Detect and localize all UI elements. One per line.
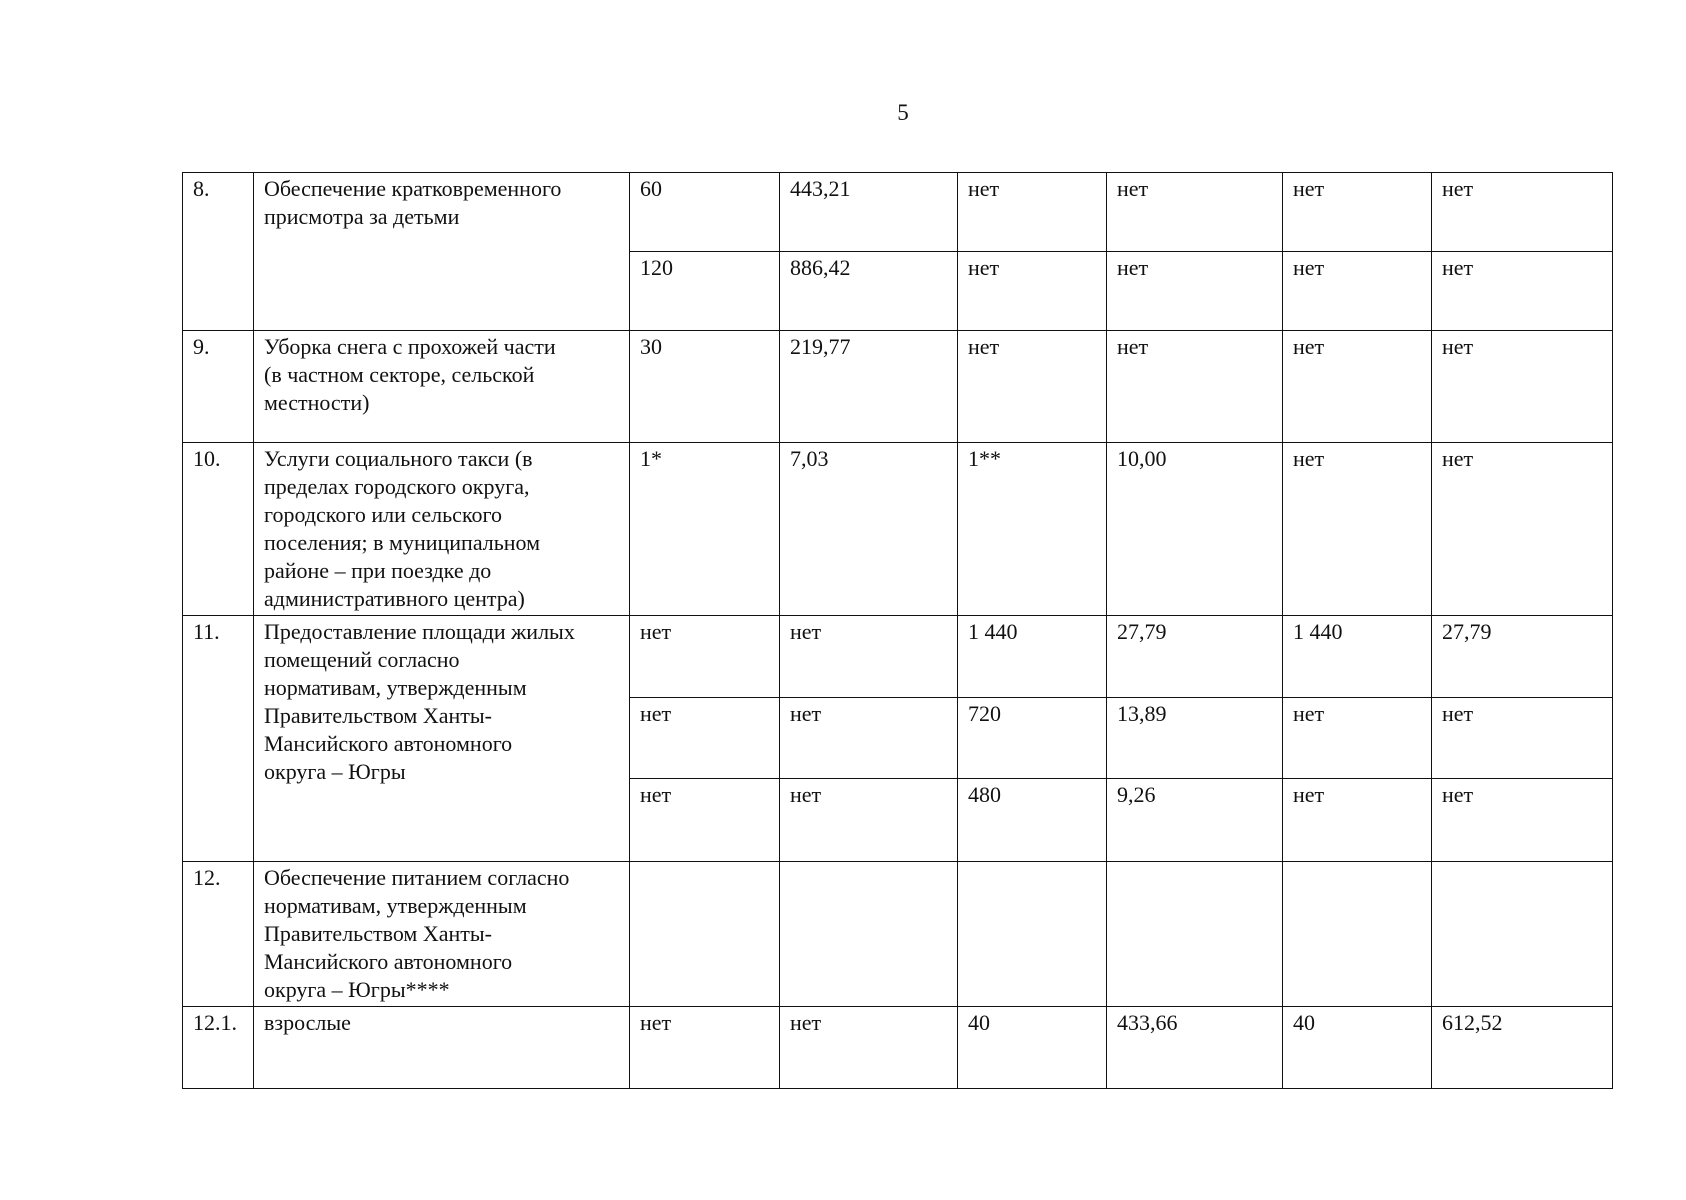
service-name: Обеспечение питанием согласно нормативам, утвержденным Правительством Ханты- Мансийского автономного округа – Югры**** [254,862,630,1007]
value-cell: 720 [958,698,1107,779]
value-cell: нет [1432,698,1613,779]
service-name: взрослые [254,1007,630,1089]
value-cell: нет [1107,331,1283,443]
value-cell: 433,66 [1107,1007,1283,1089]
value-cell: 480 [958,779,1107,862]
row-number: 11. [183,616,254,862]
service-name: Уборка снега с прохожей части (в частном секторе, сельской местности) [254,331,630,443]
value-cell: 40 [1283,1007,1432,1089]
value-cell: нет [1432,443,1613,616]
service-name: Обеспечение кратковременного присмотра за детьми [254,173,630,331]
value-cell: нет [630,698,780,779]
value-cell: 30 [630,331,780,443]
row-number: 12. [183,862,254,1007]
value-cell: 60 [630,173,780,252]
value-cell: нет [1283,443,1432,616]
value-cell: нет [1283,331,1432,443]
service-name: Услуги социального такси (в пределах городского округа, городского или сельского поселения; в муниципальном районе – при поездке до административного центра) [254,443,630,616]
value-cell: нет [1283,779,1432,862]
value-cell: нет [780,698,958,779]
value-cell: 886,42 [780,252,958,331]
value-cell: нет [1432,252,1613,331]
value-cell: 7,03 [780,443,958,616]
value-cell: 443,21 [780,173,958,252]
services-table [182,172,1613,1089]
value-cell: нет [1283,173,1432,252]
value-cell [1283,862,1432,1007]
value-cell: нет [1432,331,1613,443]
value-cell: 13,89 [1107,698,1283,779]
value-cell: нет [958,173,1107,252]
table-row [183,173,1613,252]
value-cell: нет [1283,252,1432,331]
value-cell: 219,77 [780,331,958,443]
value-cell: 612,52 [1432,1007,1613,1089]
table-row [183,1007,1613,1089]
value-cell: нет [630,1007,780,1089]
value-cell: нет [1432,779,1613,862]
row-number: 12.1. [183,1007,254,1089]
value-cell [780,862,958,1007]
value-cell [1432,862,1613,1007]
value-cell: нет [1107,173,1283,252]
value-cell: 10,00 [1107,443,1283,616]
value-cell: нет [1432,173,1613,252]
value-cell: 9,26 [1107,779,1283,862]
value-cell [630,862,780,1007]
value-cell: 27,79 [1432,616,1613,698]
page-number: 5 [897,100,909,125]
row-number: 10. [183,443,254,616]
value-cell: нет [1283,698,1432,779]
table-row [183,331,1613,443]
value-cell: 40 [958,1007,1107,1089]
table-row [183,616,1613,698]
table-row [183,443,1613,616]
value-cell: нет [958,252,1107,331]
value-cell: 1 440 [958,616,1107,698]
value-cell: 1* [630,443,780,616]
value-cell: нет [780,1007,958,1089]
value-cell: нет [780,779,958,862]
row-number: 8. [183,173,254,331]
value-cell [958,862,1107,1007]
value-cell: 120 [630,252,780,331]
row-number: 9. [183,331,254,443]
value-cell [1107,862,1283,1007]
value-cell: нет [780,616,958,698]
value-cell: нет [630,779,780,862]
value-cell: 27,79 [1107,616,1283,698]
service-name: Предоставление площади жилых помещений согласно нормативам, утвержденным Правительством Ханты- Мансийского автономного округа – Югры [254,616,630,862]
value-cell: 1** [958,443,1107,616]
value-cell: нет [1107,252,1283,331]
value-cell: нет [630,616,780,698]
table-row [183,862,1613,1007]
value-cell: нет [958,331,1107,443]
value-cell: 1 440 [1283,616,1432,698]
